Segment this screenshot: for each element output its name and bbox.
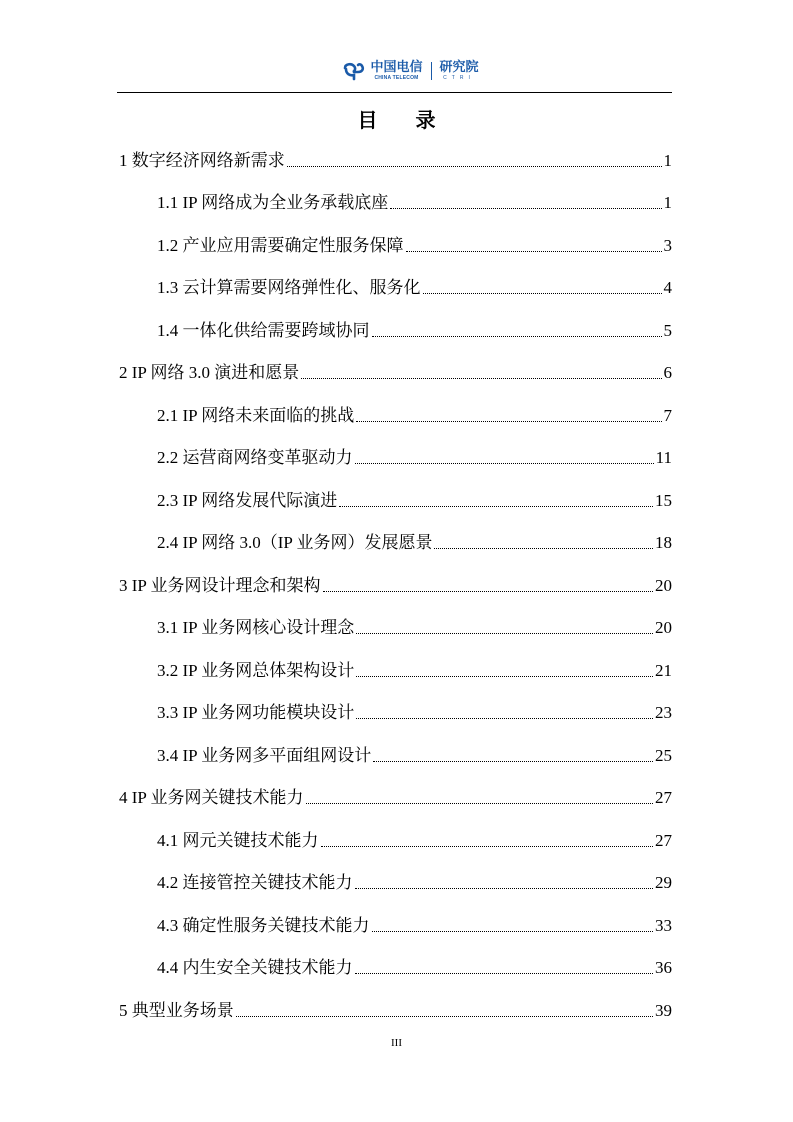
- toc-entry-label: 1.4 一体化供给需要跨域协同: [157, 321, 370, 340]
- toc-dot-leader: [301, 377, 661, 379]
- page-header: [0, 56, 793, 86]
- logo-group: [342, 61, 478, 81]
- toc-entry[interactable]: [157, 741, 672, 767]
- toc-entry-label: 4 IP 业务网关键技术能力: [119, 788, 304, 807]
- toc-entry[interactable]: [119, 358, 672, 384]
- toc-entry[interactable]: [157, 953, 672, 979]
- toc-entry-page: 4: [663, 278, 672, 297]
- institute-cn-text: 研究院: [439, 60, 479, 75]
- toc-dot-leader: [339, 505, 653, 507]
- toc-entry[interactable]: [157, 528, 672, 554]
- toc-dot-leader: [434, 547, 653, 549]
- toc-entry-label: 4.3 确定性服务关键技术能力: [157, 916, 370, 935]
- toc-entry[interactable]: [157, 613, 672, 639]
- toc-entry[interactable]: [157, 231, 672, 257]
- toc-entry[interactable]: [157, 443, 672, 469]
- toc-dot-leader: [406, 250, 662, 252]
- toc-entry-label: 4.4 内生安全关键技术能力: [157, 958, 353, 977]
- toc-entry-page: 18: [655, 533, 672, 552]
- toc-title: [0, 104, 793, 133]
- toc-entry-page: 3: [663, 236, 672, 255]
- toc-dot-leader: [373, 760, 653, 762]
- toc-entry-page: 33: [655, 916, 672, 935]
- toc-dot-leader: [372, 930, 654, 932]
- brand-cn-text: 中国电信: [370, 60, 423, 75]
- toc-entry-label: 2 IP 网络 3.0 演进和愿景: [119, 363, 300, 382]
- toc-dot-leader: [356, 420, 661, 422]
- toc-entry-page: 11: [655, 448, 672, 467]
- toc-entry-page: 1: [663, 151, 672, 170]
- toc-dot-leader: [321, 845, 654, 847]
- toc-entry[interactable]: [119, 996, 672, 1022]
- toc-entry-label: 2.1 IP 网络未来面临的挑战: [157, 406, 355, 425]
- toc-entry-page: 1: [663, 193, 672, 212]
- toc-entry-label: 3.4 IP 业务网多平面组网设计: [157, 746, 372, 765]
- page-number: III: [391, 1037, 402, 1049]
- toc-entry-label: 2.3 IP 网络发展代际演进: [157, 491, 338, 510]
- toc-entry-page: 23: [655, 703, 672, 722]
- toc-entry-label: 3.3 IP 业务网功能模块设计: [157, 703, 355, 722]
- toc-entry-page: 20: [655, 618, 672, 637]
- toc-entry-label: 1 数字经济网络新需求: [119, 151, 285, 170]
- toc-dot-leader: [372, 335, 662, 337]
- toc-entry[interactable]: [157, 486, 672, 512]
- toc-entry-label: 1.3 云计算需要网络弹性化、服务化: [157, 278, 421, 297]
- toc-entry-label: 3.2 IP 业务网总体架构设计: [157, 661, 355, 680]
- toc-entry-label: 5 典型业务场景: [119, 1001, 234, 1020]
- header-divider: [117, 92, 672, 93]
- toc-entry-page: 5: [663, 321, 672, 340]
- toc-entry-page: 21: [655, 661, 672, 680]
- toc-entry-page: 25: [655, 746, 672, 765]
- toc-entry[interactable]: [157, 273, 672, 299]
- toc-entry-page: 36: [655, 958, 672, 977]
- toc-entry-label: 3 IP 业务网设计理念和架构: [119, 576, 321, 595]
- toc-dot-leader: [323, 590, 654, 592]
- toc-entry[interactable]: [157, 188, 672, 214]
- brand-en-text: CHINA TELECOM: [374, 75, 419, 81]
- toc-entry-label: 3.1 IP 业务网核心设计理念: [157, 618, 355, 637]
- toc-title-char-2: 录: [415, 108, 436, 132]
- toc-entry-label: 2.4 IP 网络 3.0（IP 业务网）发展愿景: [157, 533, 433, 552]
- toc-entry-page: 39: [655, 1001, 672, 1020]
- institute-en-text: CTRI: [443, 75, 475, 81]
- toc-entry[interactable]: [157, 911, 672, 937]
- toc-entry-page: 29: [655, 873, 672, 892]
- toc-entry-page: 6: [663, 363, 672, 382]
- toc-dot-leader: [355, 972, 654, 974]
- toc-entry-page: 20: [655, 576, 672, 595]
- toc-entry-page: 15: [655, 491, 672, 510]
- toc-entry-page: 27: [655, 831, 672, 850]
- toc-entry[interactable]: [157, 698, 672, 724]
- toc-entry[interactable]: [157, 826, 672, 852]
- toc-entry-label: 4.2 连接管控关键技术能力: [157, 873, 353, 892]
- brand-name: [370, 61, 422, 81]
- toc-dot-leader: [236, 1015, 653, 1017]
- toc-entry-label: 1.1 IP 网络成为全业务承载底座: [157, 193, 389, 212]
- toc-dot-leader: [355, 462, 654, 464]
- toc-dot-leader: [355, 887, 654, 889]
- china-telecom-logo-icon: [342, 61, 366, 81]
- toc-entry[interactable]: [157, 316, 672, 342]
- toc-dot-leader: [356, 675, 653, 677]
- toc-entry[interactable]: [157, 868, 672, 894]
- toc-entry[interactable]: [157, 401, 672, 427]
- brand-divider: [431, 62, 432, 80]
- toc-dot-leader: [423, 292, 662, 294]
- toc-entry[interactable]: [119, 571, 672, 597]
- toc-entry-page: 27: [655, 788, 672, 807]
- toc-entry-label: 1.2 产业应用需要确定性服务保障: [157, 236, 404, 255]
- toc-entry[interactable]: [119, 783, 672, 809]
- toc-title-char-1: 目: [357, 108, 378, 132]
- toc-dot-leader: [356, 632, 653, 634]
- toc-dot-leader: [306, 802, 654, 804]
- institute-name: [440, 61, 479, 81]
- toc-dot-leader: [390, 207, 661, 209]
- toc-dot-leader: [356, 717, 653, 719]
- toc-entry-page: 7: [663, 406, 672, 425]
- toc-entry[interactable]: [119, 146, 672, 172]
- toc-entry[interactable]: [157, 656, 672, 682]
- toc-dot-leader: [287, 165, 662, 167]
- toc-entry-label: 2.2 运营商网络变革驱动力: [157, 448, 353, 467]
- toc-entry-label: 4.1 网元关键技术能力: [157, 831, 319, 850]
